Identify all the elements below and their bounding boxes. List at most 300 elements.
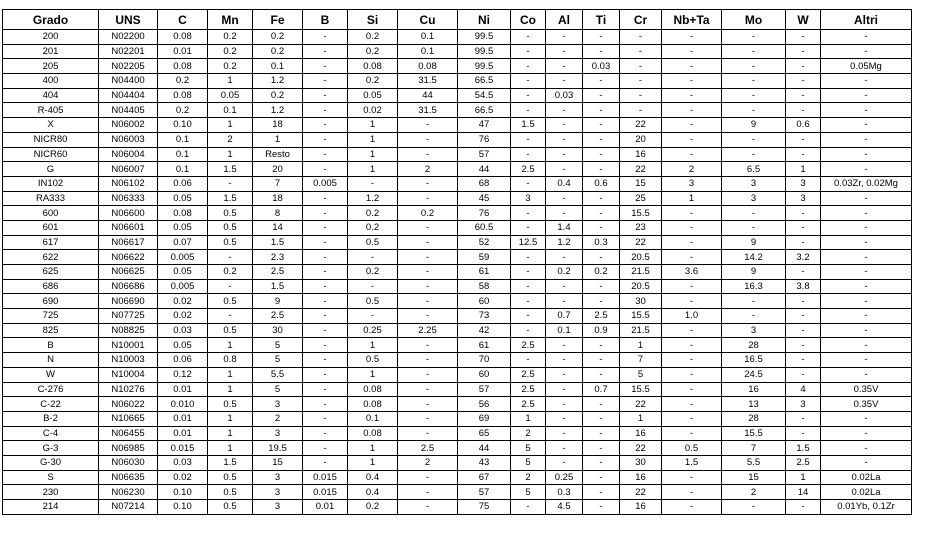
table-row [3, 176, 912, 191]
table-cell: 45 [458, 191, 511, 206]
table-cell: - [821, 309, 912, 324]
alloy-composition-table [2, 9, 912, 515]
table-cell: 0.03 [583, 59, 620, 74]
table-cell: 825 [3, 323, 99, 338]
table-cell: 0.06 [158, 176, 208, 191]
table-cell: - [546, 250, 583, 265]
table-cell: - [583, 367, 620, 382]
table-cell: N06022 [99, 397, 158, 412]
table-cell: - [786, 88, 821, 103]
table-cell: 5.5 [722, 455, 786, 470]
table-cell: 1 [348, 132, 398, 147]
table-cell: 686 [3, 279, 99, 294]
table-cell: 19.5 [253, 441, 303, 456]
table-cell: 21.5 [620, 323, 662, 338]
table-row [3, 441, 912, 456]
table-cell: N06625 [99, 265, 158, 280]
table-cell: 2 [722, 485, 786, 500]
table-cell: N06004 [99, 147, 158, 162]
table-cell: 3 [662, 176, 722, 191]
column-header-uns: UNS [99, 10, 158, 30]
table-cell: - [303, 250, 348, 265]
table-cell: 22 [620, 162, 662, 177]
table-cell: - [546, 367, 583, 382]
table-cell: - [546, 353, 583, 368]
table-cell: - [303, 162, 348, 177]
table-cell: - [546, 338, 583, 353]
table-cell: 1 [620, 338, 662, 353]
table-cell: - [546, 30, 583, 45]
table-cell: 7 [620, 353, 662, 368]
table-cell: - [786, 309, 821, 324]
table-cell: - [786, 411, 821, 426]
table-cell: - [303, 309, 348, 324]
table-cell: - [546, 455, 583, 470]
table-cell: - [821, 411, 912, 426]
table-cell: C-22 [3, 397, 99, 412]
table-cell: - [546, 279, 583, 294]
table-cell: 28 [722, 411, 786, 426]
table-cell: 0.005 [303, 176, 348, 191]
table-cell: - [821, 74, 912, 89]
table-cell: N02200 [99, 30, 158, 45]
table-cell: - [786, 500, 821, 515]
table-cell: 725 [3, 309, 99, 324]
table-cell: 2.5 [511, 367, 546, 382]
table-cell: - [662, 382, 722, 397]
table-cell: 0.2 [208, 44, 253, 59]
table-cell: 15.5 [620, 382, 662, 397]
table-cell: 3 [722, 323, 786, 338]
table-cell: 59 [458, 250, 511, 265]
table-cell: 6.5 [722, 162, 786, 177]
table-cell: N04400 [99, 74, 158, 89]
table-cell: 0.1 [158, 132, 208, 147]
table-cell: N06003 [99, 132, 158, 147]
table-cell: 0.6 [786, 118, 821, 133]
table-cell: 1.5 [662, 455, 722, 470]
table-cell: 9 [722, 265, 786, 280]
table-cell: 0.05 [208, 88, 253, 103]
table-cell: N06102 [99, 176, 158, 191]
table-cell: - [662, 353, 722, 368]
table-cell: 1.5 [253, 235, 303, 250]
table-cell: 0.5 [662, 441, 722, 456]
table-cell: 0.03Zr, 0.02Mg [821, 176, 912, 191]
table-cell: 3 [253, 470, 303, 485]
table-cell: 0.08 [348, 426, 398, 441]
table-cell: 3 [786, 191, 821, 206]
table-cell: 0.02La [821, 485, 912, 500]
table-cell: - [511, 88, 546, 103]
table-cell: - [786, 353, 821, 368]
table-cell: 1.2 [546, 235, 583, 250]
table-cell: - [821, 441, 912, 456]
table-cell: 600 [3, 206, 99, 221]
table-cell: 20 [253, 162, 303, 177]
table-cell: 1 [208, 382, 253, 397]
table-cell: - [546, 103, 583, 118]
column-header-grado: Grado [3, 10, 99, 30]
table-cell: N06600 [99, 206, 158, 221]
table-cell: 75 [458, 500, 511, 515]
table-row [3, 30, 912, 45]
table-cell: 0.05 [158, 338, 208, 353]
table-cell: 1 [208, 74, 253, 89]
table-cell: - [786, 235, 821, 250]
table-cell: 5 [253, 353, 303, 368]
table-cell: 0.5 [208, 397, 253, 412]
table-cell: 0.03 [158, 455, 208, 470]
table-cell: - [821, 323, 912, 338]
table-cell: - [821, 235, 912, 250]
table-cell: - [511, 265, 546, 280]
table-cell: N10276 [99, 382, 158, 397]
table-cell: 15.5 [722, 426, 786, 441]
table-cell: 0.10 [158, 118, 208, 133]
column-header-c: C [158, 10, 208, 30]
table-cell: - [821, 367, 912, 382]
table-cell: 2.5 [786, 455, 821, 470]
table-cell: - [303, 59, 348, 74]
table-cell: 0.3 [546, 485, 583, 500]
table-cell: 2.5 [398, 441, 458, 456]
table-cell: 0.5 [208, 323, 253, 338]
table-cell: 0.08 [158, 88, 208, 103]
table-cell: - [583, 294, 620, 309]
table-cell: - [398, 426, 458, 441]
table-row [3, 74, 912, 89]
table-cell: N10001 [99, 338, 158, 353]
table-cell: 1 [620, 411, 662, 426]
table-cell: 66.5 [458, 74, 511, 89]
table-cell: 0.07 [158, 235, 208, 250]
table-row [3, 250, 912, 265]
table-cell: N04405 [99, 103, 158, 118]
table-cell: 400 [3, 74, 99, 89]
table-cell: - [398, 411, 458, 426]
table-cell: - [303, 44, 348, 59]
column-header-nb-ta: Nb+Ta [662, 10, 722, 30]
table-cell: - [821, 250, 912, 265]
column-header-ti: Ti [583, 10, 620, 30]
table-row [3, 44, 912, 59]
table-cell: - [583, 206, 620, 221]
table-cell: 0.7 [583, 382, 620, 397]
table-cell: - [821, 294, 912, 309]
table-body [3, 30, 912, 515]
table-cell: 1 [348, 118, 398, 133]
table-cell: - [348, 250, 398, 265]
table-cell: 1 [348, 367, 398, 382]
table-cell: 0.5 [208, 470, 253, 485]
table-cell: X [3, 118, 99, 133]
table-cell: - [511, 220, 546, 235]
table-cell: 20 [620, 132, 662, 147]
table-cell: - [303, 147, 348, 162]
table-cell: 14 [253, 220, 303, 235]
table-cell: 404 [3, 88, 99, 103]
table-cell: 15 [722, 470, 786, 485]
table-cell: - [511, 206, 546, 221]
table-cell: 0.5 [208, 485, 253, 500]
table-cell: - [722, 206, 786, 221]
table-row [3, 411, 912, 426]
table-cell: 0.010 [158, 397, 208, 412]
table-cell: 0.2 [546, 265, 583, 280]
table-cell: 44 [398, 88, 458, 103]
table-cell: 0.2 [583, 265, 620, 280]
table-cell: 22 [620, 118, 662, 133]
table-cell: - [511, 132, 546, 147]
table-cell: - [821, 30, 912, 45]
table-cell: - [583, 485, 620, 500]
table-cell: - [821, 279, 912, 294]
table-cell: - [786, 206, 821, 221]
table-cell: - [662, 74, 722, 89]
table-cell: - [303, 118, 348, 133]
table-cell: 0.01Yb, 0.1Zr [821, 500, 912, 515]
table-cell: - [662, 426, 722, 441]
table-cell: 1 [348, 338, 398, 353]
table-cell: - [546, 441, 583, 456]
table-cell: 1 [348, 147, 398, 162]
table-cell: - [620, 88, 662, 103]
table-cell: - [722, 44, 786, 59]
table-cell: 0.1 [398, 30, 458, 45]
column-header-co: Co [511, 10, 546, 30]
table-cell: - [546, 411, 583, 426]
table-row [3, 162, 912, 177]
table-row [3, 323, 912, 338]
table-cell: 0.6 [583, 176, 620, 191]
table-cell: 16 [620, 500, 662, 515]
table-cell: 9 [253, 294, 303, 309]
table-cell: - [546, 74, 583, 89]
table-cell: 15 [253, 455, 303, 470]
table-cell: - [821, 147, 912, 162]
table-cell: - [583, 118, 620, 133]
table-cell: 2.5 [583, 309, 620, 324]
table-cell: - [821, 353, 912, 368]
table-cell: - [511, 30, 546, 45]
table-cell: 16 [620, 426, 662, 441]
table-cell: 21.5 [620, 265, 662, 280]
table-cell: 16.3 [722, 279, 786, 294]
column-header-b: B [303, 10, 348, 30]
table-cell: B [3, 338, 99, 353]
table-cell: 18 [253, 118, 303, 133]
table-cell: 14 [786, 485, 821, 500]
table-cell: - [208, 250, 253, 265]
table-cell: - [398, 470, 458, 485]
table-cell: N10003 [99, 353, 158, 368]
table-cell: 7 [253, 176, 303, 191]
table-row [3, 235, 912, 250]
table-cell: 54.5 [458, 88, 511, 103]
table-cell: 0.2 [348, 220, 398, 235]
table-cell: 0.05 [348, 88, 398, 103]
table-cell: - [620, 30, 662, 45]
table-cell: 0.01 [158, 44, 208, 59]
table-cell: 0.2 [348, 44, 398, 59]
table-cell: - [511, 147, 546, 162]
table-cell: 61 [458, 338, 511, 353]
table-cell: - [546, 191, 583, 206]
table-cell: - [511, 103, 546, 118]
table-cell: 3 [786, 176, 821, 191]
table-cell: - [398, 279, 458, 294]
table-cell: 0.5 [208, 235, 253, 250]
table-cell: 0.2 [208, 59, 253, 74]
table-cell: - [620, 103, 662, 118]
table-cell: - [348, 309, 398, 324]
table-cell: 0.9 [583, 323, 620, 338]
table-cell: - [662, 118, 722, 133]
table-cell: - [398, 382, 458, 397]
table-cell: 0.10 [158, 485, 208, 500]
table-cell: - [662, 279, 722, 294]
table-cell: 0.015 [303, 485, 348, 500]
table-cell: - [662, 470, 722, 485]
table-cell: 622 [3, 250, 99, 265]
table-cell: C-276 [3, 382, 99, 397]
table-cell: 3.8 [786, 279, 821, 294]
table-cell: 14.2 [722, 250, 786, 265]
table-cell: 0.5 [208, 294, 253, 309]
table-cell: 1.5 [208, 455, 253, 470]
table-cell: N10665 [99, 411, 158, 426]
table-cell: - [303, 294, 348, 309]
table-cell: 2.5 [511, 338, 546, 353]
table-cell: 0.2 [208, 265, 253, 280]
table-cell: 0.2 [253, 88, 303, 103]
table-cell: 0.01 [158, 426, 208, 441]
table-cell: G-30 [3, 455, 99, 470]
table-cell: N06617 [99, 235, 158, 250]
table-cell: 0.015 [303, 470, 348, 485]
column-header-al: Al [546, 10, 583, 30]
table-cell: 0.2 [398, 206, 458, 221]
table-cell: 1 [208, 338, 253, 353]
table-cell: N06601 [99, 220, 158, 235]
table-cell: 1.5 [208, 162, 253, 177]
table-cell: - [303, 397, 348, 412]
table-cell: 0.03 [546, 88, 583, 103]
table-cell: 2.5 [511, 397, 546, 412]
table-cell: - [546, 147, 583, 162]
table-cell: 0.2 [348, 30, 398, 45]
table-cell: 0.1 [253, 59, 303, 74]
table-cell: 201 [3, 44, 99, 59]
table-row [3, 265, 912, 280]
table-cell: 0.10 [158, 500, 208, 515]
table-cell: - [303, 191, 348, 206]
table-cell: - [662, 30, 722, 45]
table-cell: - [303, 30, 348, 45]
table-row [3, 397, 912, 412]
table-cell: N10004 [99, 367, 158, 382]
table-cell: 0.02 [158, 309, 208, 324]
table-cell: 1.5 [511, 118, 546, 133]
table-cell: 0.3 [583, 235, 620, 250]
table-cell: - [398, 338, 458, 353]
table-cell: 44 [458, 162, 511, 177]
table-cell: - [786, 323, 821, 338]
table-cell: - [821, 44, 912, 59]
table-cell: 52 [458, 235, 511, 250]
table-cell: - [786, 147, 821, 162]
table-cell: 5 [253, 382, 303, 397]
table-cell: 57 [458, 485, 511, 500]
table-cell: 690 [3, 294, 99, 309]
table-cell: - [546, 382, 583, 397]
table-cell: 23 [620, 220, 662, 235]
table-cell: - [583, 250, 620, 265]
table-cell: 0.2 [348, 500, 398, 515]
table-cell: 3.2 [786, 250, 821, 265]
table-cell: - [303, 455, 348, 470]
table-cell: - [511, 44, 546, 59]
table-cell: - [398, 118, 458, 133]
table-cell: N06455 [99, 426, 158, 441]
table-cell: - [583, 162, 620, 177]
table-cell: 1 [208, 411, 253, 426]
table-cell: 66.5 [458, 103, 511, 118]
table-cell: 1 [662, 191, 722, 206]
table-cell: - [398, 235, 458, 250]
table-row [3, 470, 912, 485]
table-cell: - [722, 294, 786, 309]
table-row [3, 191, 912, 206]
table-cell: - [662, 338, 722, 353]
table-cell: - [546, 44, 583, 59]
table-cell: 0.08 [398, 59, 458, 74]
table-cell: 0.01 [158, 411, 208, 426]
table-cell: - [583, 279, 620, 294]
table-cell: 5 [253, 338, 303, 353]
table-cell: - [722, 220, 786, 235]
table-cell: - [546, 397, 583, 412]
table-cell: 22 [620, 235, 662, 250]
table-cell: - [821, 206, 912, 221]
table-cell: - [821, 265, 912, 280]
table-cell: 2.5 [511, 382, 546, 397]
table-cell: - [583, 147, 620, 162]
table-cell: - [821, 162, 912, 177]
table-cell: - [662, 44, 722, 59]
table-cell: 1 [253, 132, 303, 147]
table-cell: 22 [620, 397, 662, 412]
table-cell: 1.2 [253, 103, 303, 118]
table-cell: - [583, 426, 620, 441]
table-cell: - [786, 265, 821, 280]
table-cell: 0.015 [158, 441, 208, 456]
column-header-fe: Fe [253, 10, 303, 30]
table-cell: 1 [208, 367, 253, 382]
table-cell: - [583, 470, 620, 485]
table-cell: 0.1 [348, 411, 398, 426]
table-cell: 0.2 [348, 74, 398, 89]
table-cell: 9 [722, 118, 786, 133]
column-header-si: Si [348, 10, 398, 30]
table-cell: 7 [722, 441, 786, 456]
table-cell: IN102 [3, 176, 99, 191]
table-cell: 76 [458, 206, 511, 221]
table-cell: - [348, 176, 398, 191]
table-cell: N07214 [99, 500, 158, 515]
table-cell: 60 [458, 294, 511, 309]
